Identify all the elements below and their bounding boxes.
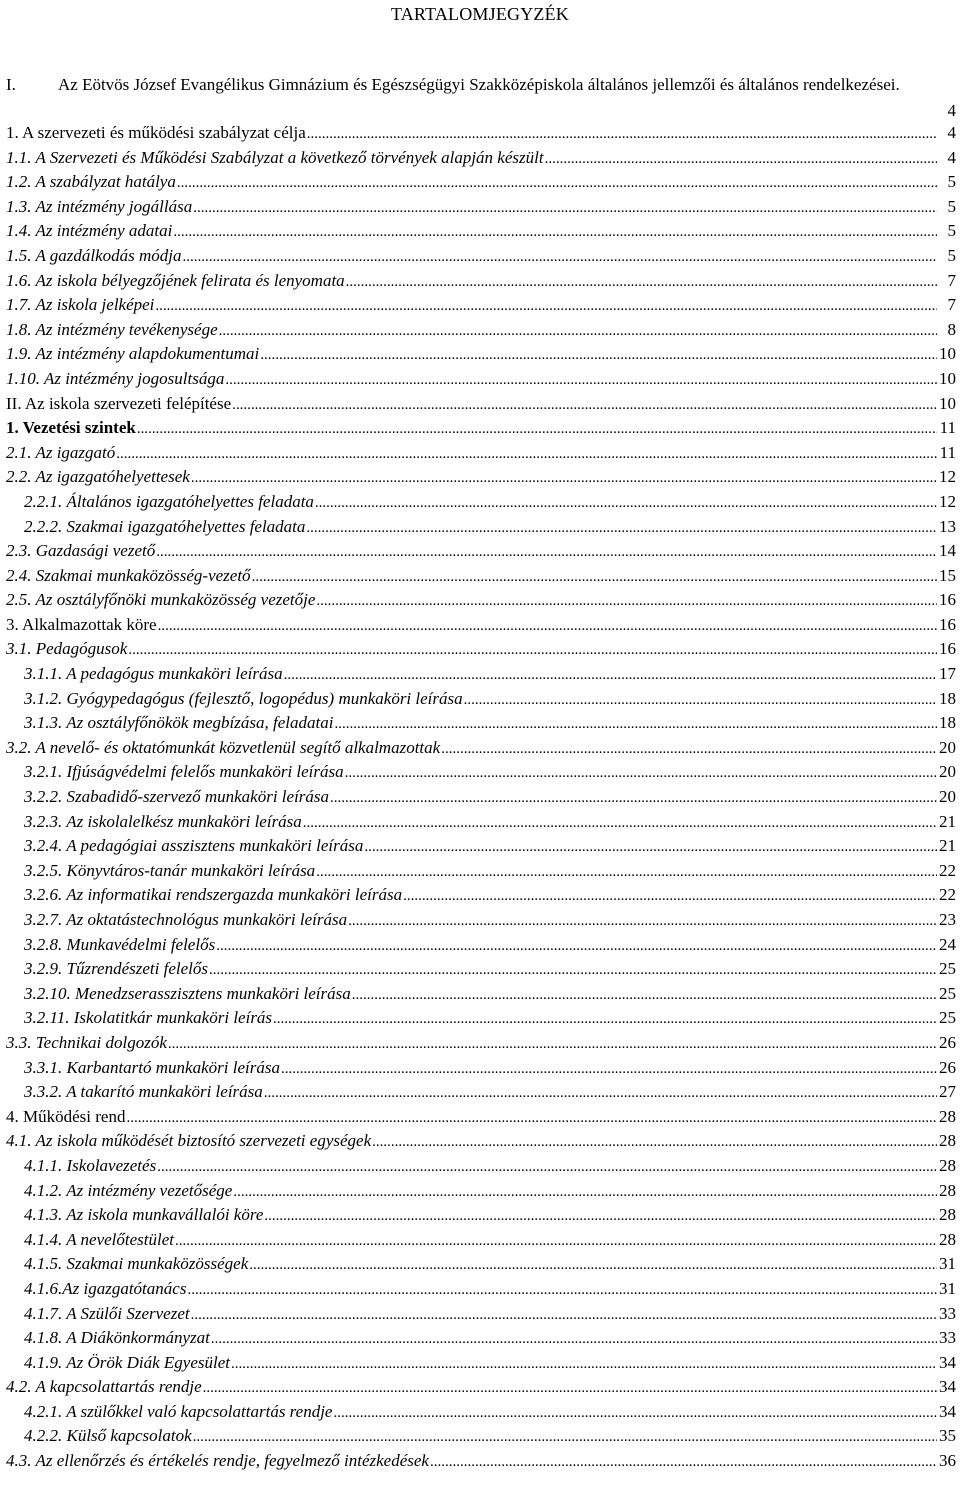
toc-dot-leader [187,1278,937,1303]
toc-dot-leader [545,147,937,172]
toc-entry-title: 4.1.1. Iskolavezetés [24,1155,157,1175]
toc-dot-leader [211,1327,937,1352]
toc-entry-title: 4.1.9. Az Örök Diák Egyesület [24,1352,231,1372]
toc-entry-title: 3.2.6. Az informatikai rendszergazda munkaköri leírása [24,885,403,905]
toc-entry[interactable] [6,588,956,613]
toc-entry-title: 3.2.1. Ifjúságvédelmi felelős munkaköri leírása [24,762,344,782]
toc-entry-title: 3.3. Technikai dolgozók [6,1032,167,1052]
toc-entry-title: 2.2.1. Általános igazgatóhelyettes feladata [24,491,314,511]
toc-list [6,121,956,1474]
toc-dot-leader [116,442,937,467]
toc-entry[interactable] [6,392,956,417]
toc-entry-page: 10 [939,368,956,388]
toc-entry-page: 35 [939,1426,956,1446]
toc-dot-leader [441,737,937,762]
toc-entry-page: 14 [939,541,956,561]
toc-entry-page: 10 [939,393,956,413]
toc-entry-title: 3. Alkalmazottak köre [6,614,157,634]
toc-entry-page: 5 [947,172,956,192]
toc-dot-leader [216,934,937,959]
toc-entry-title: 3.1. Pedagógusok [6,639,128,659]
toc-entry-page: 11 [939,442,956,462]
toc-entry-title: 2.5. Az osztályfőnöki munkaközösség vezetője [6,590,316,610]
toc-entry-title: 4.3. Az ellenőrzés és értékelés rendje, fegyelmező intézkedések [6,1451,429,1471]
toc-entry[interactable] [6,170,956,195]
toc-dot-leader [193,196,937,221]
toc-entry-title: 3.2.10. Menedzserasszisztens munkaköri leírása [24,983,351,1003]
toc-entry[interactable] [6,982,956,1007]
toc-entry[interactable] [6,1326,956,1351]
toc-entry-page: 5 [947,196,956,216]
toc-entry-title: 3.1.2. Gyógypedagógus (fejlesztő, logopédus) munkaköri leírása [24,688,463,708]
toc-entry-page: 34 [939,1352,956,1372]
toc-entry-title: 1.8. Az intézmény tevékenysége [6,319,218,339]
toc-entry[interactable] [6,1006,956,1031]
toc-entry-page: 27 [939,1082,956,1102]
toc-entry[interactable] [6,1424,956,1449]
toc-entry-page: 34 [939,1401,956,1421]
toc-dot-leader [158,614,937,639]
toc-dot-leader [260,343,937,368]
toc-dot-leader [464,688,937,713]
toc-entry-page: 20 [939,737,956,757]
toc-entry[interactable] [6,760,956,785]
toc-dot-leader [284,663,937,688]
toc-entry-title: 2.3. Gazdasági vezető [6,541,156,561]
page-title: TARTALOMJEGYZÉK [390,4,570,24]
toc-entry-title: 4.1.6.Az igazgatótanács [24,1278,187,1298]
toc-entry[interactable] [6,1252,956,1277]
toc-dot-leader [126,1106,937,1131]
toc-entry-page: 10 [939,344,956,364]
toc-entry[interactable] [6,539,956,564]
toc-dot-leader [316,860,937,885]
toc-entry-title: 4. Működési rend [6,1106,126,1126]
toc-dot-leader [372,1130,937,1155]
toc-entry-page: 5 [947,245,956,265]
toc-dot-leader [249,1253,937,1278]
toc-entry-title: 1. A szervezeti és működési szabályzat célja [6,123,306,142]
toc-entry-title: 2.1. Az igazgató [6,442,116,462]
toc-dot-leader [264,1081,937,1106]
toc-entry-page: 28 [939,1180,956,1200]
toc-intro-text: Az Eötvös József Evangélikus Gimnázium és Egészségügyi Szakközépiskola általános jellemzői és általános rendelkezései. [58,75,900,94]
toc-entry[interactable] [6,1351,956,1376]
toc-entry[interactable] [6,1400,956,1425]
toc-entry-title: 4.1.4. A nevelőtestület [24,1229,174,1249]
toc-entry-page: 21 [939,811,956,831]
toc-entry[interactable] [6,318,956,343]
toc-entry-title: 3.1.3. Az osztályfőnökök megbízása, feladatai [24,713,334,733]
toc-intro-entry[interactable] [6,73,956,121]
toc-entry-page: 12 [939,467,956,487]
toc-entry-page: 16 [939,639,956,659]
toc-entry-title: 3.2. A nevelő- és oktatómunkát közvetlenül segítő alkalmazottak [6,737,441,757]
toc-entry[interactable] [6,637,956,662]
toc-entry[interactable] [6,1302,956,1327]
toc-entry[interactable] [6,1080,956,1105]
toc-entry-title: 2.4. Szakmai munkaközösség-vezető [6,565,251,585]
toc-entry-page: 28 [939,1131,956,1151]
toc-entry[interactable] [6,416,956,441]
toc-entry[interactable] [6,859,956,884]
toc-entry-title: 3.3.2. A takarító munkaköri leírása [24,1082,263,1102]
toc-entry-title: 3.1.1. A pedagógus munkaköri leírása [24,664,283,684]
toc-entry[interactable] [6,933,956,958]
toc-entry[interactable] [6,293,956,318]
toc-dot-leader [157,1155,937,1180]
toc-dot-leader [203,1376,937,1401]
toc-intro-number: I. [6,75,16,94]
toc-entry-title: 4.1. Az iskola működését biztosító szervezeti egységek [6,1131,372,1151]
toc-dot-leader [252,565,937,590]
toc-entry[interactable] [6,1203,956,1228]
toc-entry-page: 11 [939,418,956,438]
toc-entry-title: 3.2.7. Az oktatástechnológus munkaköri leírása [24,910,348,929]
toc-dot-leader [345,761,937,786]
toc-entry-title: 1.9. Az intézmény alapdokumentumai [6,344,260,364]
toc-intro-page: 4 [947,101,956,120]
toc-entry-title: 1.2. A szabályzat hatálya [6,172,176,192]
toc-entry-page: 5 [947,221,956,241]
toc-entry-title: 4.1.3. Az iskola munkavállalói köre [24,1205,264,1225]
toc-entry-page: 31 [939,1278,956,1298]
toc-dot-leader [307,122,937,147]
toc-entry[interactable] [6,810,956,835]
toc-entry-page: 26 [939,1032,956,1052]
toc-dot-leader [193,1425,937,1450]
toc-entry-title: 3.2.3. Az iskolalelkész munkaköri leírása [24,811,302,831]
toc-dot-leader [334,712,937,737]
toc-dot-leader [128,638,937,663]
toc-dot-leader [156,540,937,565]
toc-entry[interactable] [6,1375,956,1400]
toc-entry-page: 20 [939,762,956,782]
toc-entry-title: II. Az iskola szervezeti felépítése [6,393,232,413]
toc-entry-page: 22 [939,885,956,905]
toc-dot-leader [191,466,937,491]
toc-dot-leader [219,319,937,344]
toc-dot-leader [209,958,937,983]
toc-entry-title: 2.2.2. Szakmai igazgatóhelyettes feladata [24,516,306,536]
toc-entry-title: 3.2.4. A pedagógiai asszisztens munkaköri leírása [24,836,364,856]
toc-dot-leader [364,835,937,860]
toc-entry[interactable] [6,1129,956,1154]
toc-entry-page: 33 [939,1303,956,1323]
toc-entry[interactable] [6,883,956,908]
toc-entry-page: 8 [947,319,956,339]
toc-entry-title: 4.2.1. A szülőkkel való kapcsolattartás rendje [24,1401,333,1421]
toc-entry-title: 1.1. A Szervezeti és Működési Szabályzat a következő törvények alapján készült [6,147,544,167]
toc-entry-title: 1.6. Az iskola bélyegzőjének felirata és lenyomata [6,270,345,290]
toc-entry-title: 1.10. Az intézmény jogosultsága [6,368,225,388]
toc-entry[interactable] [6,613,956,638]
toc-entry-page: 7 [947,270,956,290]
toc-dot-leader [403,884,937,909]
toc-dot-leader [306,516,937,541]
toc-dot-leader [177,171,937,196]
toc-entry[interactable] [6,195,956,220]
toc-entry-title: 2.2. Az igazgatóhelyettesek [6,467,190,487]
toc-dot-leader [352,983,937,1008]
toc-entry-page: 17 [939,664,956,684]
toc-entry[interactable] [6,687,956,712]
toc-entry[interactable] [6,1154,956,1179]
toc-dot-leader [191,1303,937,1328]
toc-dot-leader [346,270,937,295]
toc-entry[interactable] [6,1277,956,1302]
toc-entry-page: 33 [939,1328,956,1348]
toc-entry-page: 23 [939,910,956,929]
toc-entry[interactable] [6,269,956,294]
toc-dot-leader [430,1450,937,1475]
toc-entry-page: 31 [939,1254,956,1274]
toc-entry[interactable] [6,1228,956,1253]
toc-entry-page: 4 [947,147,956,167]
toc-entry-title: 3.2.11. Iskolatitkár munkaköri leírás [24,1008,273,1028]
toc-dot-leader [225,368,937,393]
toc-entry[interactable] [6,711,956,736]
toc-dot-leader [175,1229,937,1254]
toc-dot-leader [183,245,937,270]
toc-entry-page: 21 [939,836,956,856]
toc-entry[interactable] [6,662,956,687]
toc-entry[interactable] [6,834,956,859]
toc-entry-title: 1.3. Az intézmény jogállása [6,196,193,216]
toc-entry[interactable] [6,908,956,933]
toc-entry-page: 24 [939,934,956,954]
toc-dot-leader [315,491,937,516]
toc-dot-leader [348,909,937,934]
toc-entry[interactable] [6,367,956,392]
toc-entry-page: 16 [939,590,956,610]
toc-entry-title: 1.4. Az intézmény adatai [6,221,173,241]
toc-dot-leader [137,417,937,442]
toc-dot-leader [333,1401,937,1426]
toc-entry-page: 28 [939,1106,956,1126]
toc-entry-title: 1. Vezetési szintek [6,418,136,438]
toc-dot-leader [155,294,937,319]
toc-dot-leader [303,811,937,836]
toc-entry[interactable] [6,515,956,540]
toc-entry-title: 1.5. A gazdálkodás módja [6,245,182,265]
toc-entry-page: 25 [939,1008,956,1028]
toc-entry[interactable] [6,441,956,466]
toc-entry-page: 28 [939,1205,956,1225]
toc-entry[interactable] [6,121,956,146]
toc-entry-title: 4.1.8. A Diákönkormányzat [24,1328,210,1348]
toc-entry[interactable] [6,1031,956,1056]
toc-entry[interactable] [6,957,956,982]
toc-entry-title: 4.1.5. Szakmai munkaközösségek [24,1254,249,1274]
toc-entry-page: 25 [939,959,956,979]
toc-entry-page: 18 [939,713,956,733]
toc-entry-title: 1.7. Az iskola jelképei [6,295,155,315]
toc-entry-page: 20 [939,787,956,807]
toc-entry-page: 22 [939,860,956,880]
toc-entry-title: 3.2.2. Szabadidő-szervező munkaköri leírása [24,787,330,807]
toc-entry[interactable] [6,342,956,367]
toc-entry[interactable] [6,1179,956,1204]
toc-entry[interactable] [6,244,956,269]
toc-entry-page: 34 [939,1377,956,1397]
toc-entry[interactable] [6,1105,956,1130]
toc-dot-leader [168,1032,937,1057]
table-of-contents [6,73,956,1474]
toc-entry-page: 26 [939,1057,956,1077]
toc-dot-leader [173,220,937,245]
toc-entry-page: 7 [947,295,956,315]
toc-entry-title: 4.2. A kapcsolattartás rendje [6,1377,202,1397]
toc-dot-leader [231,1352,937,1377]
toc-dot-leader [233,1180,937,1205]
toc-entry-title: 3.2.9. Tűzrendészeti felelős [24,959,208,979]
toc-entry-title: 4.2.2. Külső kapcsolatok [24,1426,192,1446]
toc-entry[interactable] [6,465,956,490]
toc-entry[interactable] [6,146,956,171]
toc-entry[interactable] [6,1056,956,1081]
toc-dot-leader [281,1057,937,1082]
toc-entry[interactable] [6,1449,956,1474]
toc-entry-page: 28 [939,1155,956,1175]
toc-dot-leader [316,589,937,614]
toc-entry[interactable] [6,736,956,761]
toc-entry-page: 15 [939,565,956,585]
toc-dot-leader [330,786,937,811]
toc-dot-leader [264,1204,937,1229]
toc-entry-title: 3.3.1. Karbantartó munkaköri leírása [24,1057,280,1077]
toc-entry-page: 4 [947,123,956,142]
toc-entry-page: 16 [939,614,956,634]
toc-entry-page: 12 [939,491,956,511]
toc-entry[interactable] [6,785,956,810]
toc-dot-leader [232,393,937,418]
toc-entry-page: 13 [939,516,956,536]
toc-entry-page: 25 [939,983,956,1003]
toc-dot-leader [273,1007,937,1032]
toc-entry-title: 4.1.7. A Szülői Szervezet [24,1303,190,1323]
toc-entry-title: 4.1.2. Az intézmény vezetősége [24,1180,233,1200]
toc-entry-title: 3.2.8. Munkavédelmi felelős [24,934,216,954]
toc-entry-page: 28 [939,1229,956,1249]
toc-entry[interactable] [6,219,956,244]
toc-entry[interactable] [6,564,956,589]
toc-entry-page: 36 [939,1451,956,1471]
toc-entry-page: 18 [939,688,956,708]
toc-entry-title: 3.2.5. Könyvtáros-tanár munkaköri leírása [24,860,316,880]
toc-entry[interactable] [6,490,956,515]
